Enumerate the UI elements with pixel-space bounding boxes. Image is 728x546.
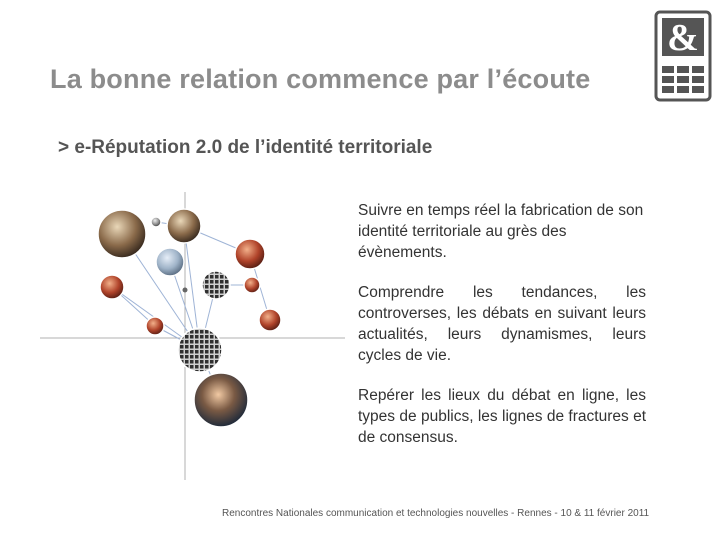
footer-text: Rencontres Nationales communication et technologies nouvelles - Rennes - 10 & 11 février 2011 [222, 508, 650, 519]
node-red-left [100, 275, 124, 299]
network-graph [0, 170, 360, 500]
slide-title: La bonne relation commence par l’écoute [50, 64, 591, 94]
node-crowd [167, 209, 201, 243]
slide-subtitle: > e-Réputation 2.0 de l’identité territoriale [58, 137, 433, 158]
paragraph-1: Suivre en temps réel la fabrication de son identité territoriale au grès des évènements. [358, 202, 644, 261]
node-red-small [244, 277, 260, 293]
node-small-top [151, 217, 161, 227]
node-website [156, 248, 184, 276]
paragraph-2: Comprendre les tendances, les controverses, les débats en suivant leurs actualités, leurs dynamismes, leurs cycles de vie. [358, 284, 646, 364]
node-red-right [259, 309, 281, 331]
node-mosaic-center [178, 328, 222, 372]
main-text [358, 200, 646, 467]
logo-ampersand: & [667, 17, 699, 59]
logo-icon [654, 10, 712, 102]
paragraph-3: Repérer les lieux du débat en ligne, les types de publics, les lignes de fractures et de consensus. [358, 387, 646, 446]
node-newspapers [98, 210, 146, 258]
node-red-bottom-left [146, 317, 164, 335]
node-dot [183, 288, 188, 293]
node-red-top [235, 239, 265, 269]
node-people [194, 373, 248, 427]
node-mosaic-small [202, 271, 230, 299]
